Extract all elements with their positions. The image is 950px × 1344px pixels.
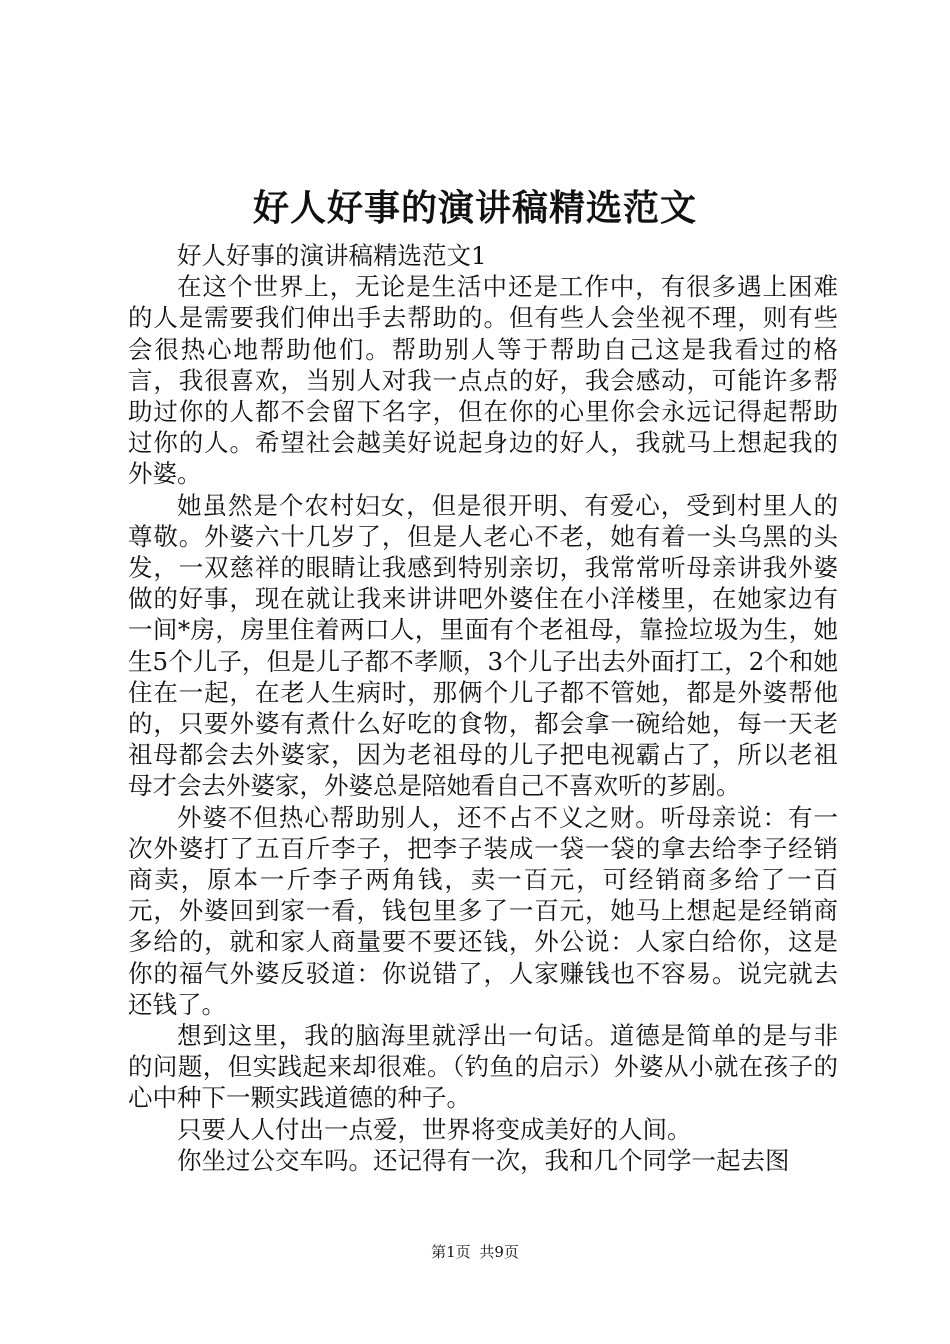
paragraph: 她虽然是个农村妇女，但是很开明、有爱心，受到村里人的尊敬。外婆六十几岁了，但是人老心不老，她有着一头乌黑的头发，一双慈祥的眼睛让我感到特别亲切，我常常听母亲讲我外婆做的好事，现在就让我来讲讲吧外婆住在小洋楼里，在她家边有一间*房，房里住着两口人，里面有个老祖母，靠捡垃圾为生，她生5个儿子，但是儿子都不孝顺，3个儿子出去外面打工，2个和她住在一起，在老人生病时，那俩个儿子都不管她，都是外婆帮他的，只要外婆有煮什么好吃的食物，都会拿一碗给她，每一天老祖母都会去外婆家，因为老祖母的儿子把电视霸占了，所以老祖母才会去外婆家，外婆总是陪她看自己不喜欢听的芗剧。: [128, 490, 838, 801]
page-number: 第1页: [431, 1243, 471, 1261]
page-footer: [0, 1242, 950, 1262]
paragraph: 你坐过公交车吗。还记得有一次，我和几个同学一起去图: [177, 1145, 790, 1175]
paragraph: 外婆不但热心帮助别人，还不占不义之财。听母亲说：有一次外婆打了五百斤李子，把李子装成一袋一袋的拿去给李子经销商卖，原本一斤李子两角钱，卖一百元，可经销商多给了一百元，外婆回到家一看，钱包里多了一百元，她马上想起是经销商多给的，就和家人商量要不要还钱，外公说：人家白给你，这是你的福气外婆反驳道：你说错了，人家赚钱也不容易。说完就去还钱了。: [128, 802, 838, 1019]
paragraph: 只要人人付出一点爱，世界将变成美好的人间。: [177, 1114, 692, 1144]
document-title: 好人好事的演讲稿精选范文: [252, 187, 697, 229]
page-total: 共9页: [479, 1243, 519, 1261]
document-body: [128, 240, 838, 1176]
paragraph-subtitle: 好人好事的演讲稿精选范文1: [177, 241, 487, 270]
paragraph: 想到这里，我的脑海里就浮出一句话。道德是简单的是与非的问题，但实践起来却很难。（钓鱼的启示）外婆从小就在孩子的心中种下一颗实践道德的种子。: [128, 1021, 838, 1113]
paragraph: 在这个世界上，无论是生活中还是工作中，有很多遇上困难的人是需要我们伸出手去帮助的。但有些人会坐视不理，则有些会很热心地帮助他们。帮助别人等于帮助自己这是我看过的格言，我很喜欢，当别人对我一点点的好，我会感动，可能许多帮助过你的人都不会留下名字，但在你的心里你会永远记得起帮助过你的人。希望社会越美好说起身边的好人，我就马上想起我的外婆。: [128, 272, 838, 489]
